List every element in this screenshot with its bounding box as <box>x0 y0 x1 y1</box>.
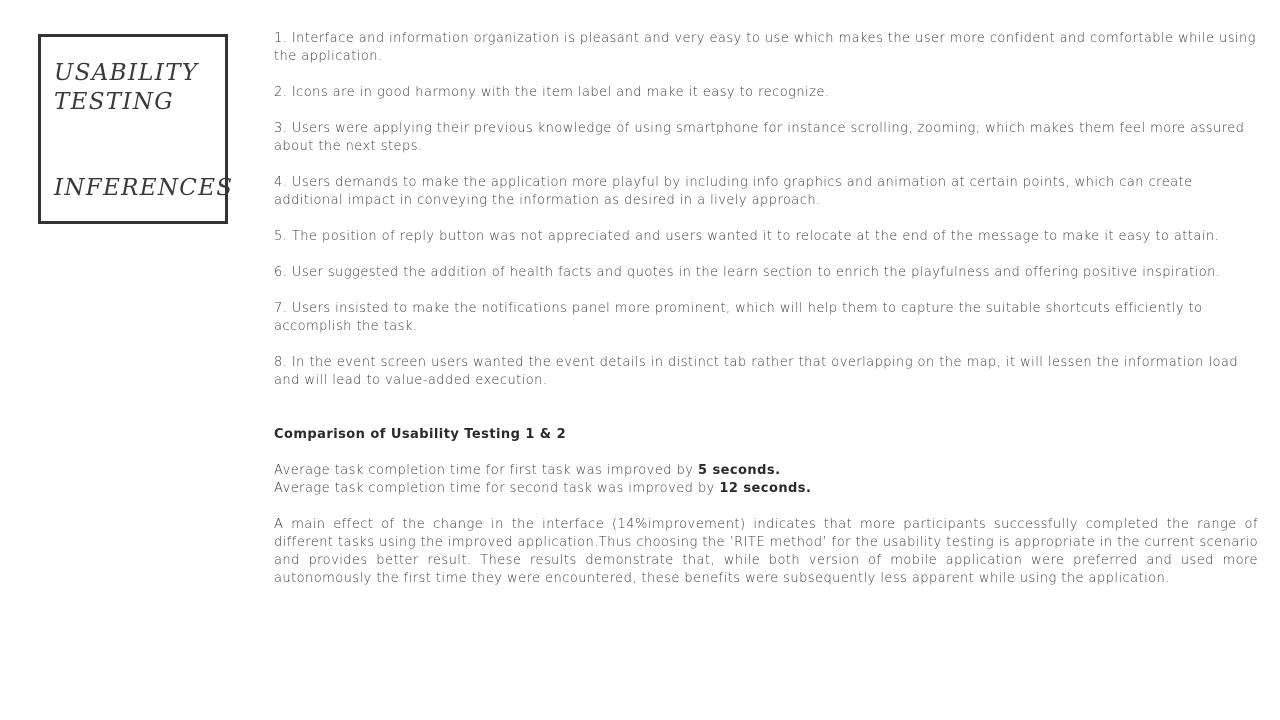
inference-item-3: 3. Users were applying their previous knowledge of using smartphone for instance scrolling, zooming; which makes them feel more assured about the next steps. <box>274 121 1245 154</box>
inference-item-4: 4. Users demands to make the application more playful by including info graphics and animation at certain points, which can create additional impact in conveying the information as desired in a lively approach. <box>274 175 1193 208</box>
comparison-heading: Comparison of Usability Testing 1 & 2 <box>274 427 567 442</box>
main-content <box>274 30 1258 588</box>
inference-item-7: 7. Users insisted to make the notifications panel more prominent, which will help them to capture the suitable shortcuts efficiently to accomplish the task. <box>274 301 1203 334</box>
inference-item-6: 6. User suggested the addition of health facts and quotes in the learn section to enrich the playfulness and offering positive inspiration. <box>274 265 1221 280</box>
inference-item-1: 1. Interface and information organization is pleasant and very easy to use which makes the user more confident and comfortable while using the application. <box>274 31 1256 64</box>
second-task-improvement <box>274 480 1258 498</box>
first-task-text: Average task completion time for first task was improved by <box>274 463 698 478</box>
first-task-improvement <box>274 462 1258 480</box>
inference-item-2: 2. Icons are in good harmony with the item label and make it easy to recognize. <box>274 85 830 100</box>
summary-paragraph: A main effect of the change in the interface (14%improvement) indicates that more participants successfully completed the range of different tasks using the improved application.Thus choosing the ’RITE method’ for the usability testing is appropriate in the current scenario and provides better result. These results demonstrate that, while both version of mobile application were preferred and used more autonomously the first time they were encountered, these benefits were subsequently less apparent while using the application. <box>274 517 1258 586</box>
title-line-inferences: INFERENCES <box>54 175 234 201</box>
title-line-usability: USABILITY <box>54 60 199 86</box>
title-box <box>38 34 234 224</box>
completion-time-block <box>274 462 1258 498</box>
inference-item-8: 8. In the event screen users wanted the event details in distinct tab rather that overlapping on the map, it will lessen the information load and will lead to value-added execution. <box>274 355 1239 388</box>
inference-item-5: 5. The position of reply button was not appreciated and users wanted it to relocate at the end of the message to make it easy to attain. <box>274 229 1220 244</box>
second-task-text: Average task completion time for second task was improved by <box>274 481 720 496</box>
first-task-value: 5 seconds. <box>697 463 781 478</box>
title-line-testing: TESTING <box>54 89 174 115</box>
second-task-value: 12 seconds. <box>719 481 812 496</box>
